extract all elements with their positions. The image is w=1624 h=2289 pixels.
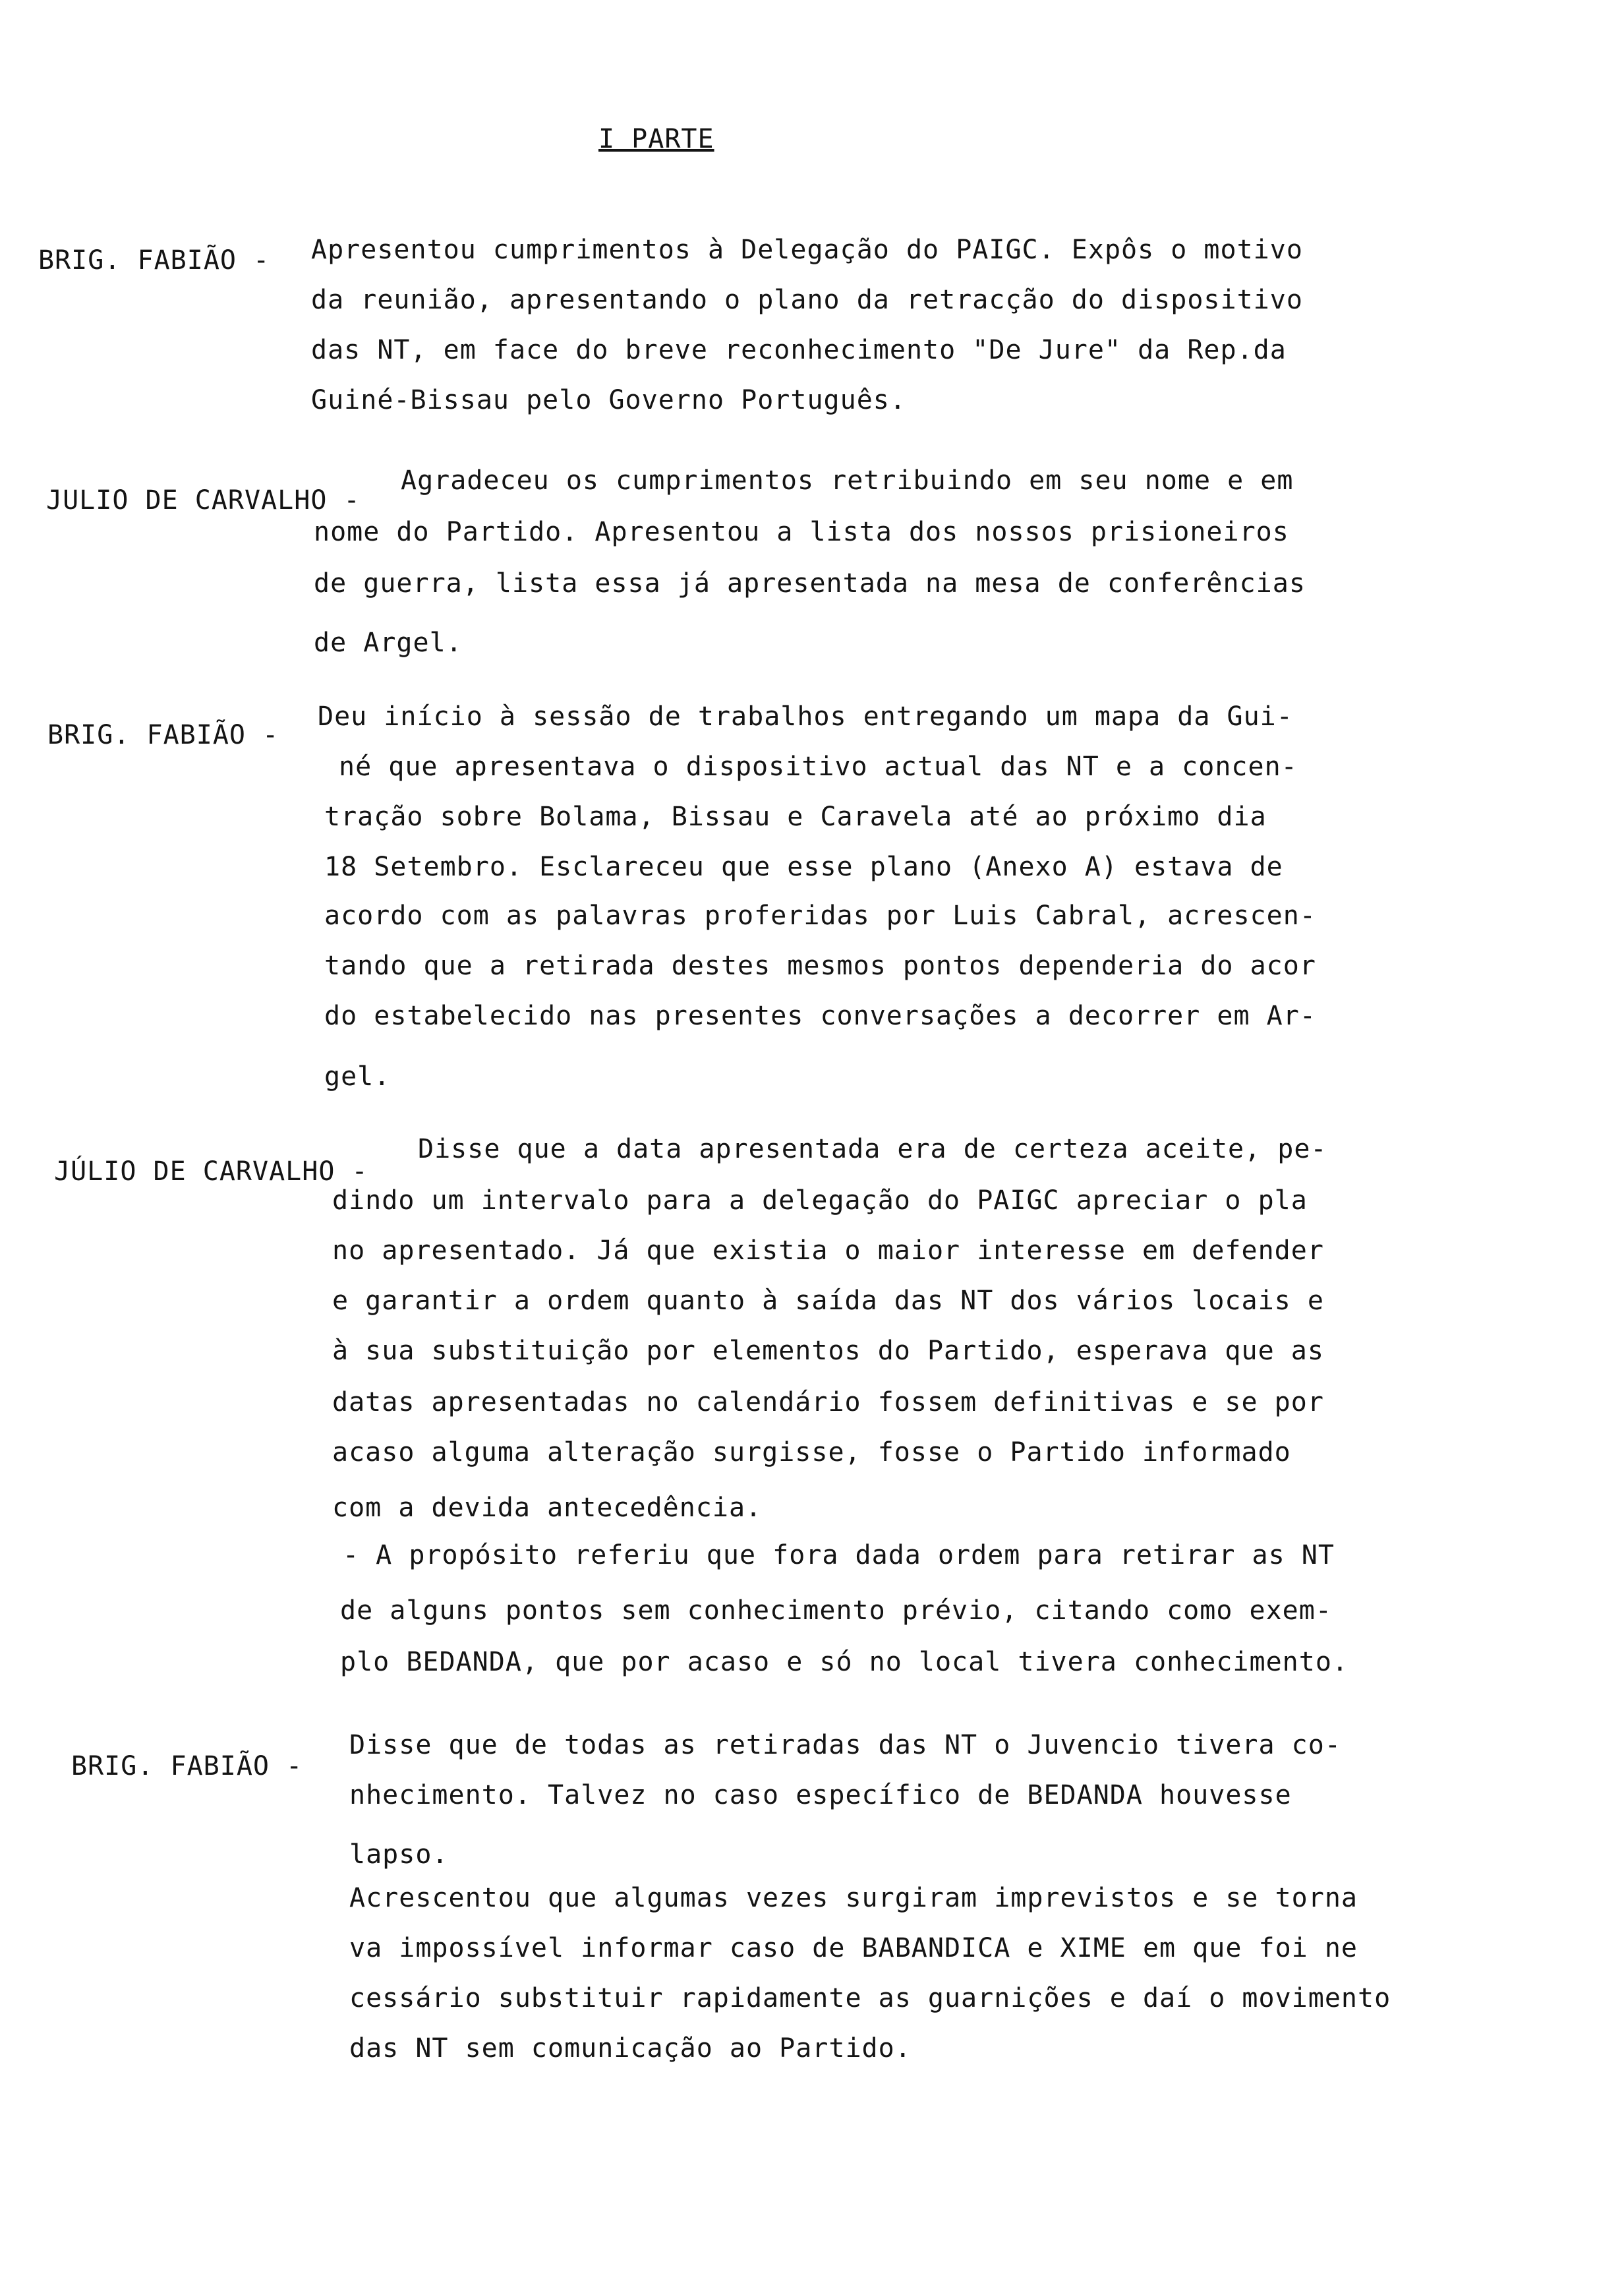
- speaker-name: JÚLIO DE CARVALHO -: [54, 1156, 368, 1187]
- speaker-name: JULIO DE CARVALHO -: [46, 485, 361, 516]
- entry-line: da reunião, apresentando o plano da retracção do dispositivo: [311, 285, 1303, 315]
- entry-line: - A propósito referiu que fora dada ordem para retirar as NT: [343, 1540, 1335, 1570]
- entry-line: datas apresentadas no calendário fossem definitivas e se por: [332, 1387, 1324, 1417]
- entry-line: dindo um intervalo para a delegação do PAIGC apreciar o pla: [332, 1185, 1308, 1216]
- entry-line: 18 Setembro. Esclareceu que esse plano (Anexo A) estava de: [324, 852, 1283, 882]
- entry-line: de alguns pontos sem conhecimento prévio, citando como exem-: [340, 1595, 1332, 1626]
- entry-line: tração sobre Bolama, Bissau e Caravela até ao próximo dia: [324, 802, 1267, 832]
- entry-line: cessário substituir rapidamente as guarnições e daí o movimento: [349, 1983, 1391, 2013]
- entry-line: Acrescentou que algumas vezes surgiram imprevistos e se torna: [349, 1883, 1358, 1913]
- entry-line: de Argel.: [314, 628, 463, 658]
- entry-line: do estabelecido nas presentes conversações a decorrer em Ar-: [324, 1001, 1316, 1031]
- entry-line: acaso alguma alteração surgisse, fosse o Partido informado: [332, 1437, 1291, 1468]
- entry-line: Disse que de todas as retiradas das NT o Juvencio tivera co-: [349, 1730, 1341, 1760]
- speaker-name: BRIG. FABIÃO -: [38, 245, 270, 276]
- page-title: I PARTE: [598, 124, 714, 154]
- entry-line: Apresentou cumprimentos à Delegação do PAIGC. Expôs o motivo: [311, 235, 1303, 265]
- entry-line: das NT sem comunicação ao Partido.: [349, 2033, 912, 2064]
- entry-line: acordo com as palavras proferidas por Luis Cabral, acrescen-: [324, 901, 1316, 931]
- entry-line: Deu início à sessão de trabalhos entregando um mapa da Gui-: [318, 701, 1293, 732]
- entry-line: lapso.: [349, 1839, 449, 1870]
- entry-line: plo BEDANDA, que por acaso e só no local tivera conhecimento.: [340, 1647, 1349, 1677]
- entry-line: à sua substituição por elementos do Partido, esperava que as: [332, 1336, 1324, 1366]
- entry-line: e garantir a ordem quanto à saída das NT dos vários locais e: [332, 1286, 1324, 1316]
- entry-line: com a devida antecedência.: [332, 1493, 763, 1523]
- entry-line: nhecimento. Talvez no caso específico de BEDANDA houvesse: [349, 1780, 1292, 1810]
- entry-line: nome do Partido. Apresentou a lista dos nossos prisioneiros: [314, 517, 1289, 547]
- entry-line: Guiné-Bissau pelo Governo Português.: [311, 385, 906, 415]
- entry-line: no apresentado. Já que existia o maior interesse em defender: [332, 1235, 1324, 1266]
- entry-line: né que apresentava o dispositivo actual das NT e a concen-: [339, 752, 1298, 782]
- entry-line: Disse que a data apresentada era de certeza aceite, pe-: [418, 1134, 1327, 1164]
- entry-line: de guerra, lista essa já apresentada na mesa de conferências: [314, 568, 1306, 599]
- speaker-name: BRIG. FABIÃO -: [71, 1751, 303, 1781]
- entry-line: gel.: [324, 1061, 391, 1092]
- entry-line: tando que a retirada destes mesmos pontos dependeria do acor: [324, 951, 1316, 981]
- entry-line: va impossível informar caso de BABANDICA e XIME em que foi ne: [349, 1933, 1358, 1963]
- speaker-name: BRIG. FABIÃO -: [47, 720, 279, 750]
- entry-line: Agradeceu os cumprimentos retribuindo em seu nome e em: [401, 465, 1294, 496]
- entry-line: das NT, em face do breve reconhecimento "De Jure" da Rep.da: [311, 335, 1287, 365]
